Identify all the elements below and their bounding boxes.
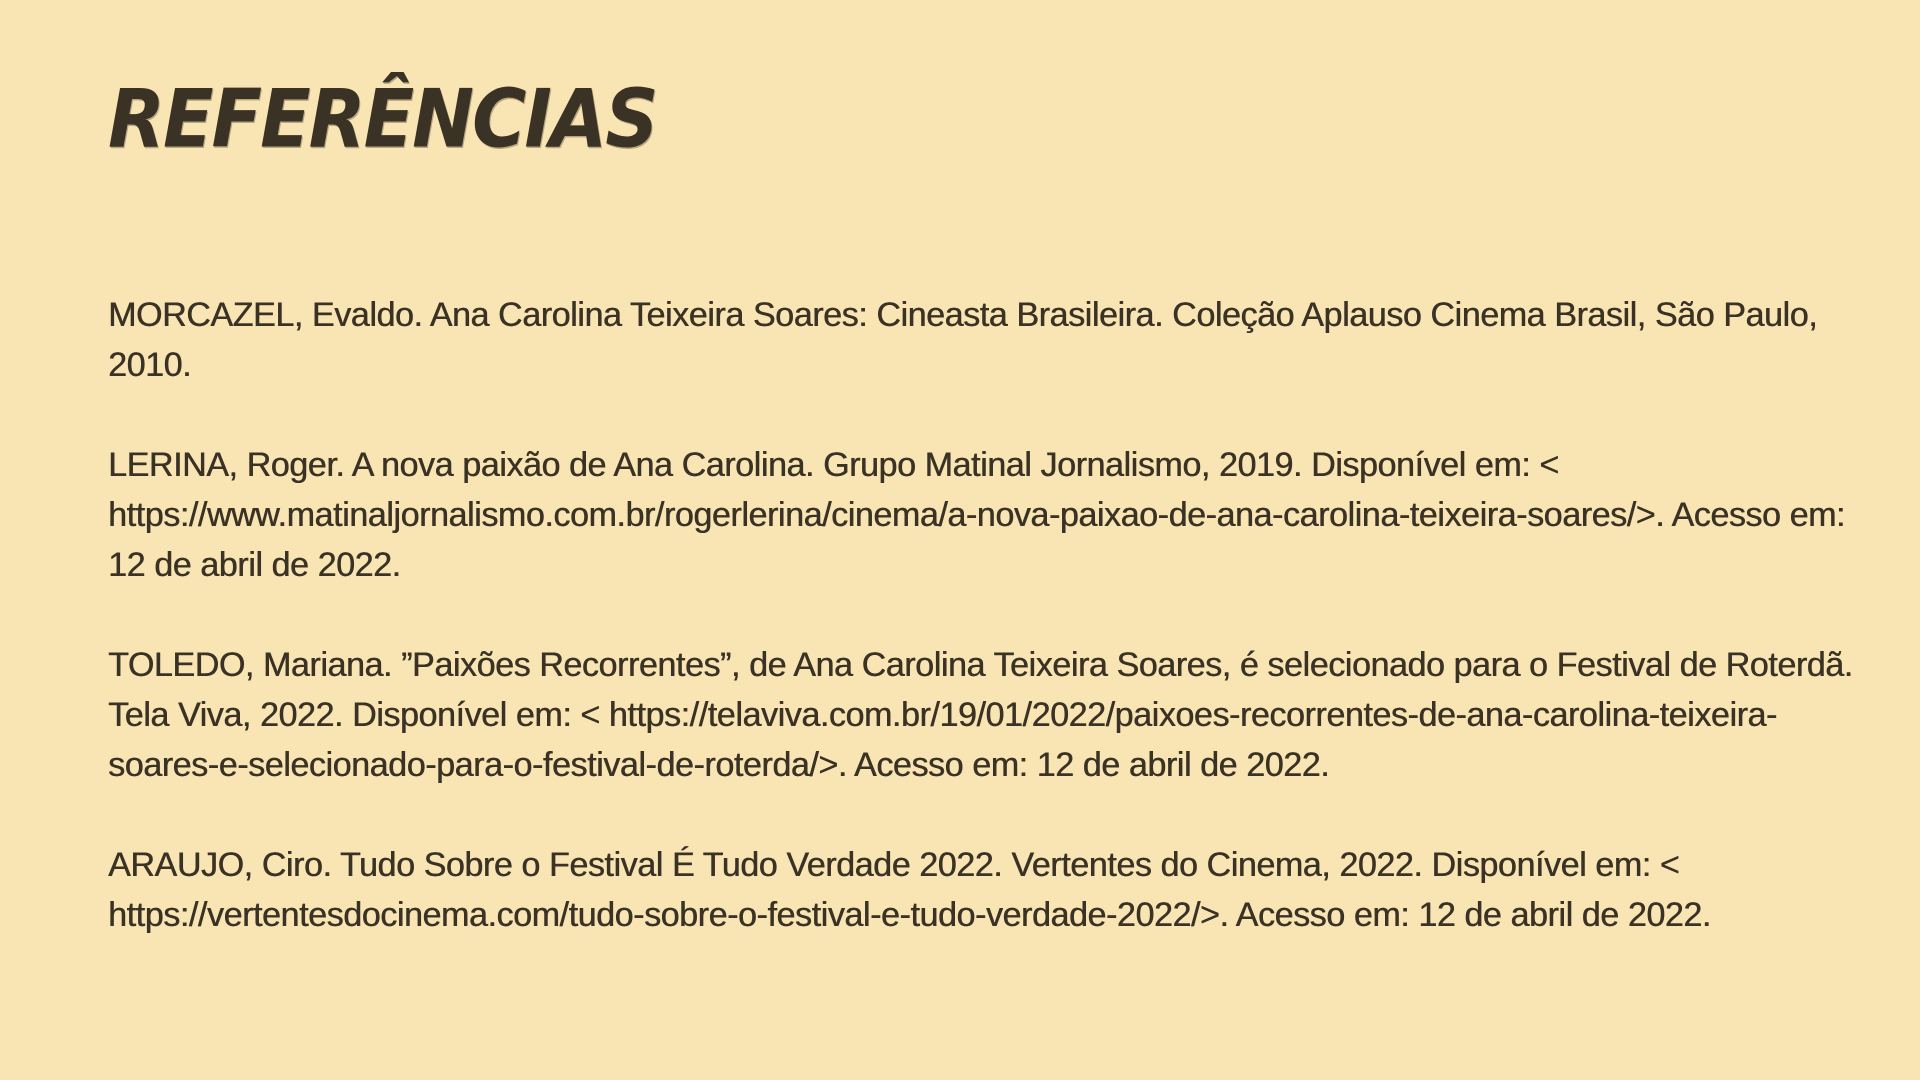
page-title: REFERÊNCIAS [108, 73, 657, 167]
reference-item: TOLEDO, Mariana. ”Paixões Recorrentes”, de Ana Carolina Teixeira Soares, é selecionado para o Festival de Roterdã. Tela Viva, 2022. Disponível em: < https://telaviva.com.br/19/01/2022/paixoes-recorrentes-de-ana-carolina-teixeira-soares-e-selecionado-para-o-festival-de-roterda/>. Acesso em: 12 de abril de 2022. [108, 646, 1853, 784]
reference-item: ARAUJO, Ciro. Tudo Sobre o Festival É Tudo Verdade 2022. Vertentes do Cinema, 2022. Disponível em: < https://vertentesdocinema.com/tudo-sobre-o-festival-e-tudo-verdade-2022/>. Acesso em: 12 de abril de 2022. [108, 846, 1711, 934]
references-list [108, 290, 1868, 940]
reference-item: LERINA, Roger. A nova paixão de Ana Carolina. Grupo Matinal Jornalismo, 2019. Disponível em: < https://www.matinaljornalismo.com.br/rogerlerina/cinema/a-nova-paixao-de-ana-carolina-teixeira-soares/>. Acesso em: 12 de abril de 2022. [108, 446, 1845, 584]
reference-item: MORCAZEL, Evaldo. Ana Carolina Teixeira Soares: Cineasta Brasileira. Coleção Aplauso Cinema Brasil, São Paulo, 2010. [108, 296, 1818, 384]
